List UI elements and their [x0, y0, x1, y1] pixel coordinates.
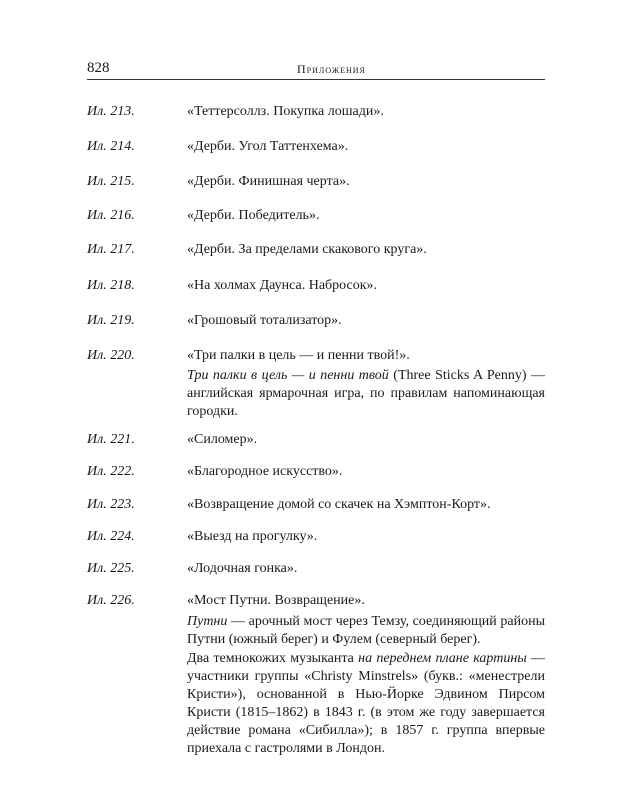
illustration-label: Ил. 226.	[87, 593, 135, 608]
illustration-label: Ил. 221.	[87, 432, 135, 447]
header-rule	[87, 79, 545, 80]
illustration-label: Ил. 217.	[87, 242, 135, 257]
page-number: 828	[87, 60, 110, 76]
illustration-label: Ил. 225.	[87, 561, 135, 576]
illustration-label: Ил. 213.	[87, 104, 135, 119]
illustration-label: Ил. 214.	[87, 139, 135, 154]
illustration-caption: «Теттерсоллз. Покупка лошади».	[187, 104, 384, 119]
illustration-note	[187, 613, 545, 649]
note-term: Три палки в цель — и пенни твой	[187, 368, 389, 383]
illustration-caption: «Дерби. Победитель».	[187, 208, 320, 223]
illustration-caption: «Выезд на прогулку».	[187, 529, 318, 544]
illustration-note	[187, 650, 545, 758]
illustration-label: Ил. 218.	[87, 278, 135, 293]
note-text: — арочный мост через Темзу, соединяющий районы Путни (южный берег) и Фулем (северный берег).	[187, 614, 545, 647]
illustration-caption: «Мост Путни. Возвращение».	[187, 593, 365, 608]
note-term: Путни	[187, 614, 228, 629]
illustration-caption: «Дерби. За пределами скакового круга».	[187, 242, 427, 257]
illustration-label: Ил. 215.	[87, 174, 135, 189]
illustration-label: Ил. 216.	[87, 208, 135, 223]
illustration-label: Ил. 219.	[87, 313, 135, 328]
illustration-caption: «Три палки в цель — и пенни твой!».	[187, 348, 410, 363]
running-title: Приложения	[297, 62, 366, 76]
illustration-caption: «Возвращение домой со скачек на Хэмптон-Корт».	[187, 497, 491, 512]
illustration-caption: «На холмах Даунса. Набросок».	[187, 278, 378, 293]
illustration-caption: «Дерби. Угол Таттенхема».	[187, 139, 349, 154]
illustration-caption: «Дерби. Финишная черта».	[187, 174, 350, 189]
illustration-caption: «Благородное искусство».	[187, 464, 343, 479]
illustration-label: Ил. 223.	[87, 497, 135, 512]
illustration-label: Ил. 222.	[87, 464, 135, 479]
illustration-label: Ил. 220.	[87, 348, 135, 363]
note-term: на переднем плане картины	[358, 651, 527, 666]
note-text: Два темнокожих музыканта	[187, 651, 359, 666]
illustration-caption: «Силомер».	[187, 432, 258, 447]
note-text: (Three Sticks A Penny) — английская ярмарочная игра, по правилам напоминающая городки.	[187, 368, 545, 419]
note-text: — участники группы «Christy Minstrels» (букв.: «менестрели Кристи»), основанной в Нью-Йорке Эдвином Пирсом Кристи (1815–1862) в 1843 г. (в этом же году завершается действие романа «Сибилла»); в 1857 г. группа впервые приехала с гастролями в Лондон.	[187, 651, 546, 756]
illustration-note	[187, 367, 545, 421]
page-header	[87, 60, 545, 78]
illustration-caption: «Грошовый тотализатор».	[187, 313, 342, 328]
illustration-label: Ил. 224.	[87, 529, 135, 544]
illustration-caption: «Лодочная гонка».	[187, 561, 298, 576]
